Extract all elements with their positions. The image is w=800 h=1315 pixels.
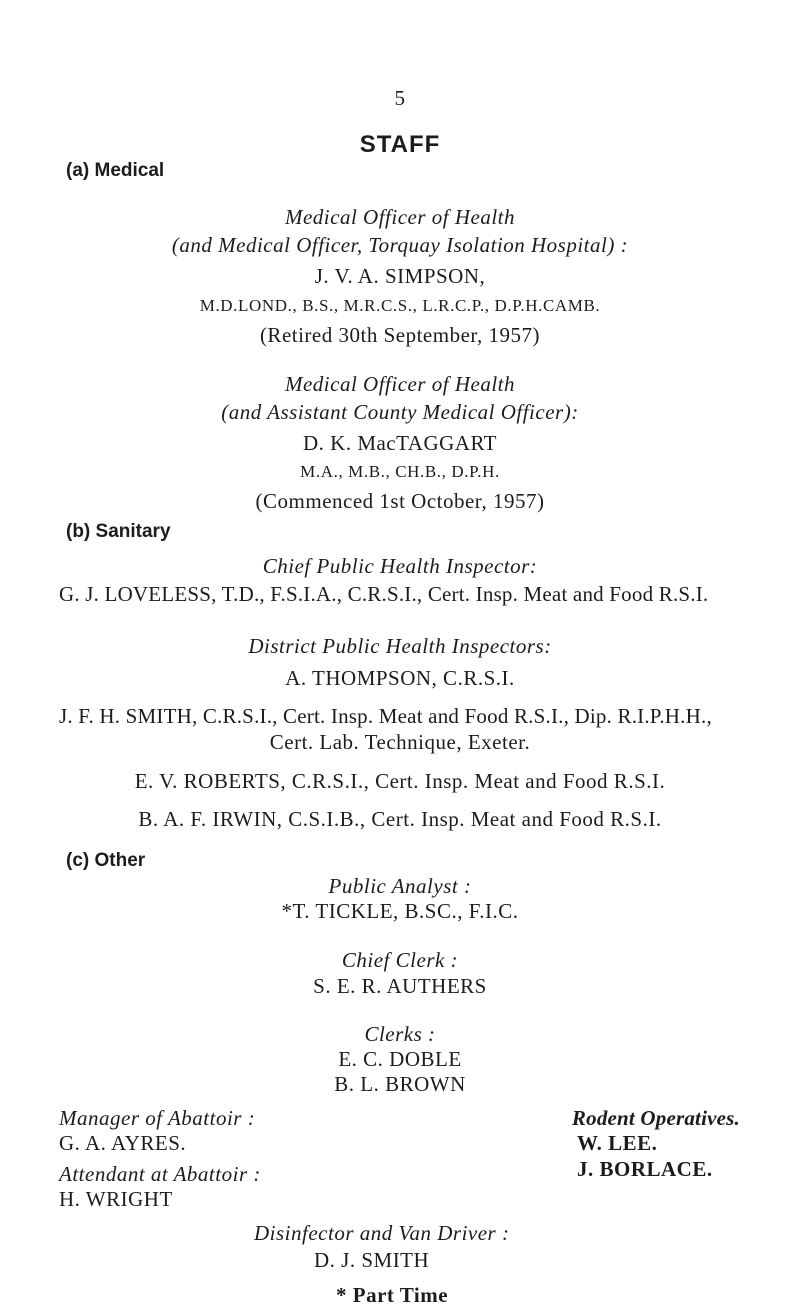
inspector-1: A. THOMPSON, C.R.S.I. [285, 666, 515, 691]
clerk-1: E. C. DOBLE [338, 1047, 462, 1072]
inspector-3: E. V. ROBERTS, C.R.S.I., Cert. Insp. Meat and Food R.S.I. [134, 768, 666, 793]
abattoir-attendant-name: H. WRIGHT [59, 1187, 173, 1212]
analyst-role: Public Analyst : [328, 873, 472, 898]
inspector-2-line2: Cert. Lab. Technique, Exeter. [269, 730, 531, 755]
abattoir-manager-role: Manager of Abattoir : [59, 1105, 256, 1130]
moh2-note: (Commenced 1st October, 1957) [255, 488, 545, 513]
disinfector-role: Disinfector and Van Driver : [254, 1221, 510, 1246]
rodent-operatives-role: Rodent Operatives. [571, 1105, 740, 1130]
moh1-subrole: (and Medical Officer, Torquay Isolation Hospital) : [171, 232, 629, 257]
moh2-subrole: (and Assistant County Medical Officer): [221, 399, 579, 424]
moh1-name: J. V. A. SIMPSON, [314, 264, 486, 289]
chief-clerk-role: Chief Clerk : [341, 948, 459, 973]
rodent-operative-2: J. BORLACE. [577, 1156, 713, 1181]
moh2-name: D. K. MacTAGGART [302, 431, 498, 456]
chief-inspector-line: G. J. LOVELESS, T.D., F.S.I.A., C.R.S.I., Cert. Insp. Meat and Food R.S.I. [59, 581, 709, 606]
chief-inspector-role: Chief Public Health Inspector: [262, 554, 538, 579]
chief-clerk-name: S. E. R. AUTHERS [313, 974, 487, 999]
inspector-2-line1: J. F. H. SMITH, C.R.S.I., Cert. Insp. Meat and Food R.S.I., Dip. R.I.P.H.H., [59, 704, 712, 729]
abattoir-manager-name: G. A. AYRES. [59, 1130, 187, 1155]
section-label-sanitary: (b) Sanitary [66, 520, 171, 542]
abattoir-attendant-role: Attendant at Abattoir : [59, 1162, 261, 1187]
inspector-4: B. A. F. IRWIN, C.S.I.B., Cert. Insp. Meat and Food R.S.I. [138, 807, 662, 832]
section-label-medical: (a) Medical [66, 159, 165, 181]
clerks-role: Clerks : [364, 1022, 436, 1047]
moh1-qualifications: M.D.LOND., B.S., M.R.C.S., L.R.C.P., D.P.H.CAMB. [199, 296, 601, 316]
analyst-name: *T. TICKLE, B.SC., F.I.C. [281, 899, 519, 924]
footnote: * Part Time [336, 1282, 449, 1307]
moh1-note: (Retired 30th September, 1957) [259, 323, 541, 348]
rodent-operative-1: W. LEE. [577, 1130, 658, 1155]
moh1-role: Medical Officer of Health [284, 204, 516, 229]
moh2-qualifications: M.A., M.B., CH.B., D.P.H. [300, 461, 500, 481]
district-inspectors-role: District Public Health Inspectors: [248, 634, 552, 659]
page-number: 5 [394, 86, 406, 111]
moh2-role: Medical Officer of Health [284, 371, 516, 396]
disinfector-name: D. J. SMITH [314, 1248, 430, 1273]
page-title: STAFF [359, 131, 441, 159]
section-label-other: (c) Other [66, 849, 146, 871]
clerk-2: B. L. BROWN [334, 1072, 466, 1097]
